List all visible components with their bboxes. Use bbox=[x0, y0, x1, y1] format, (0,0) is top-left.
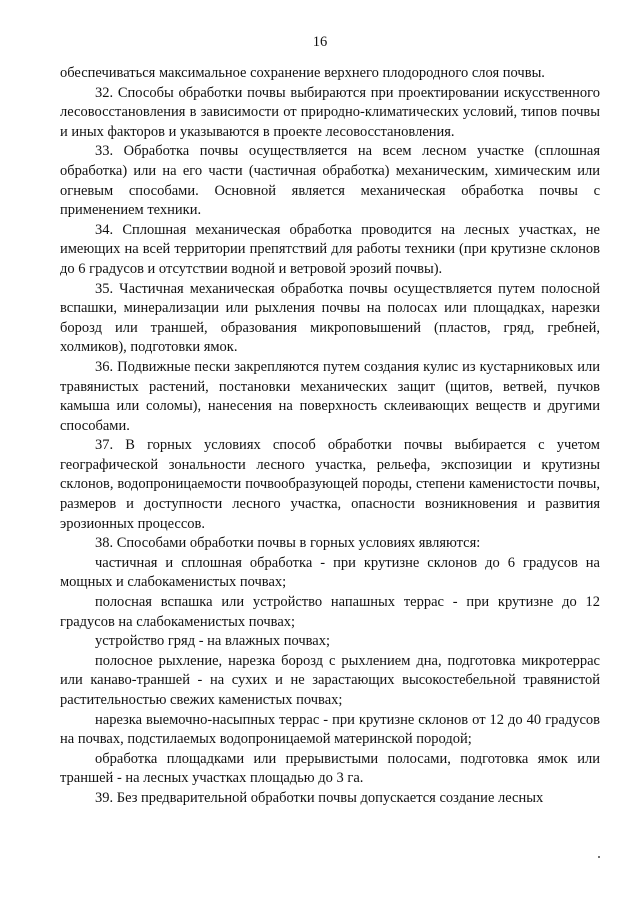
list-item-38-5: нарезка выемочно-насыпных террас - при крутизне склонов от 12 до 40 градусов на почвах, подстилаемых водопроницаемой материнской породой; bbox=[60, 711, 600, 748]
list-item-38-3: устройство гряд - на влажных почвах; bbox=[95, 633, 331, 650]
paragraph-32: 32. Способы обработки почвы выбираются при проектировании искусственного лесовосстановления в зависимости от природно-климатических условий, типов почвы и иных факторов и указываются в проекте лесовосстановления. bbox=[60, 84, 600, 140]
list-item-38-6: обработка площадками или прерывистыми полосами, подготовка ямок или траншей - на лесных участках площадью до 3 га. bbox=[60, 750, 600, 787]
paragraph-33: 33. Обработка почвы осуществляется на всем лесном участке (сплошная обработка) или на его части (частичная обработка) механическим, химическим или огневым способами. Основной является механическая обработка почвы с применением техники. bbox=[60, 143, 600, 219]
paragraph-35: 35. Частичная механическая обработка почвы осуществляется путем полосной вспашки, минерализации или рыхления почвы на полосах или площадках, нарезки борозд или траншей, образования микроповышений (пластов, гряд, гребней, холмиков), подготовки ямок. bbox=[60, 280, 600, 356]
paragraph-39: 39. Без предварительной обработки почвы допускается создание лесных bbox=[95, 789, 544, 806]
list-item-38-2: полосная вспашка или устройство напашных террас - при крутизне до 12 градусов на слабокаменистых почвах; bbox=[60, 594, 600, 630]
paragraph-37: 37. В горных условиях способ обработки почвы выбирается с учетом географической зональности лесного участка, рельефа, экспозиции и крутизны склонов, водопроницаемости почвообразующей породы, степени каменистости почвы, размеров и доступности лесного участка, опасности возникновения и развития эрозионных процессов. bbox=[60, 437, 600, 532]
paragraph-34: 34. Сплошная механическая обработка проводится на лесных участках, не имеющих на всей территории препятствий для работы техники (при крутизне склонов до 6 градусов и отсутствии водной и ветровой эрозий почвы). bbox=[60, 221, 600, 277]
paragraph-continuation: обеспечиваться максимальное сохранение верхнего плодородного слоя почвы. bbox=[60, 65, 545, 81]
scan-speck bbox=[598, 856, 600, 858]
list-item-38-4: полосное рыхление, нарезка борозд с рыхлением дна, подготовка микротеррас или канаво-траншей - на сухих и не зарастающих высокостебельной травянистой растительностью свежих каменистых почвах; bbox=[60, 652, 600, 708]
page-number: 16 bbox=[312, 34, 328, 50]
paragraph-36: 36. Подвижные пески закрепляются путем создания кулис из кустарниковых или травянистых растений, постановки механических защит (щитов, ветвей, пучков камыша или соломы), нанесения на поверхность склеивающих веществ и другими способами. bbox=[60, 358, 600, 434]
list-item-38-1: частичная и сплошная обработка - при крутизне склонов до 6 градусов на мощных и слабокаменистых почвах; bbox=[60, 554, 600, 591]
document-body bbox=[60, 64, 600, 809]
paragraph-38: 38. Способами обработки почвы в горных условиях являются: bbox=[95, 535, 481, 552]
